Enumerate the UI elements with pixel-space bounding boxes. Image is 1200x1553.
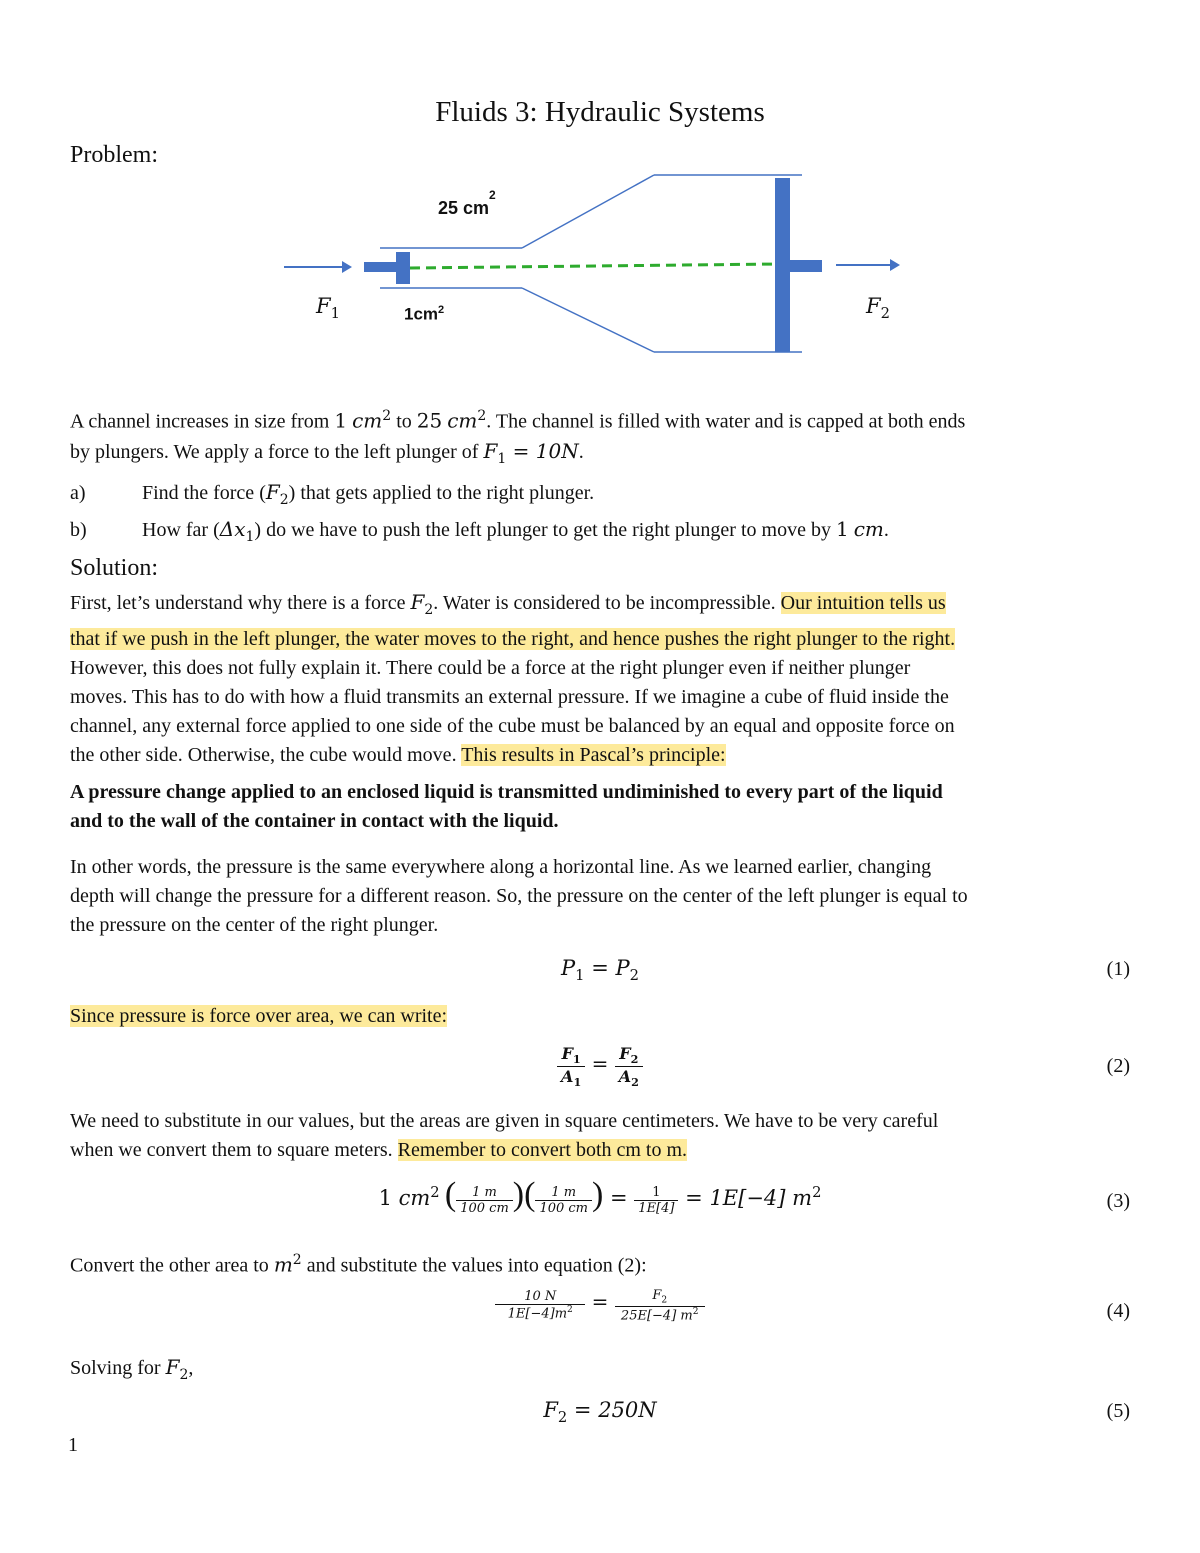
problem-line-2: by plungers. We apply a force to the left plunger of $F_1 = 10N$. — [70, 438, 584, 467]
left-area-label: $1cm^2$ — [404, 304, 445, 324]
equation-4-number: (4) — [1106, 1300, 1130, 1322]
f2-arrow-head — [890, 259, 900, 271]
equation-3-number: (3) — [1106, 1190, 1130, 1212]
problem-statement — [70, 402, 1140, 474]
highlight-convert: Remember to convert both cm to m. — [397, 1139, 688, 1161]
solution-line-4: moves. This has to do with how a fluid transmits an external pressure. If we imagine a cube of fluid inside the — [70, 686, 949, 708]
other-words-paragraph — [70, 853, 1140, 940]
f1-arrow-head — [342, 261, 352, 273]
other-words-line-1: In other words, the pressure is the same everywhere along a horizontal line. As we learned earlier, changing — [70, 856, 932, 878]
substitute-line-2: when we convert them to square meters. Remember to convert both cm to m. — [70, 1139, 688, 1161]
eq3-conversion-fraction-2: $\frac{1 m}{100 cm}$ — [535, 1185, 592, 1216]
substitute-paragraph — [70, 1107, 1140, 1165]
highlight-since: Since pressure is force over area, we can write: — [70, 1005, 448, 1027]
page-number: 1 — [68, 1434, 78, 1456]
question-list — [70, 478, 1140, 552]
solving-text: Solving for $F_2$, — [70, 1355, 194, 1383]
solution-paragraph — [70, 588, 1140, 770]
other-words-line-3: the pressure on the center of the right plunger. — [70, 914, 439, 936]
solution-line-3: However, this does not fully explain it. There could be a force at the right plunger even if neither plunger — [70, 657, 911, 679]
eq4-right-fraction: $\frac{F_2}{25E[-4] m^2}$ — [615, 1288, 705, 1323]
eq2-right-fraction: $\frac{F_2}{A_2}$ — [615, 1044, 643, 1089]
convert-text: Convert the other area to $m^2$ and substitute the values into equation (2): — [70, 1252, 647, 1277]
hydraulic-diagram — [270, 160, 930, 375]
solution-heading: Solution: — [70, 555, 159, 581]
equation-5-number: (5) — [1106, 1400, 1130, 1422]
question-a: a) Find the force $(F_2)$ that gets applied to the right plunger. — [70, 480, 595, 508]
equation-2-number: (2) — [1106, 1055, 1130, 1077]
substitute-line-1: We need to substitute in our values, but the areas are given in square centimeters. We have to be very careful — [70, 1110, 939, 1132]
eq2-left-fraction: $\frac{F_1}{A_1}$ — [557, 1044, 585, 1089]
right-area-label: 25 $cm^2$ — [438, 188, 496, 218]
equation-1: $P_1 = P_2$ — [561, 956, 639, 985]
right-plunger-rod — [778, 260, 822, 272]
solution-line-1: First, let’s understand why there is a force $F_2$. Water is considered to be incompressible. Our intuition tells us — [70, 590, 946, 618]
equation-3: 1 $cm^2$ ( $\frac{1 m}{100 cm}$ )( $\frac{1 m}{100 cm}$ ) = $\frac{1}{1E[4]}$ = 1E[−4] $m^2$ — [378, 1176, 822, 1216]
f1-label: $F_1$ — [316, 294, 340, 323]
principle-line-2: and to the wall of the container in contact with the liquid. — [70, 810, 559, 832]
left-plunger-head — [396, 252, 410, 284]
problem-line-1: A channel increases in size from 1 $cm^2$ to 25 $cm^2$. The channel is filled with water and is capped at both ends — [70, 408, 966, 433]
equation-5: $F_2 = 250N$ — [543, 1398, 657, 1427]
f2-label: $F_2$ — [866, 294, 890, 323]
solution-line-2 — [70, 625, 1140, 654]
equation-2: $\frac{F_1}{A_1}$ = $\frac{F_2}{A_2}$ — [0, 1044, 1200, 1089]
principle-line-1: A pressure change applied to an enclosed liquid is transmitted undiminished to every part of the liquid — [70, 781, 943, 803]
highlight-intuition-1: Our intuition tells us — [780, 592, 946, 614]
equation-4: $\frac{10 N}{1E[-4]m^2}$ = $\frac{F_2}{25E[-4] m^2}$ — [0, 1288, 1200, 1323]
pascal-principle — [70, 778, 1140, 836]
highlight-intuition-2: that if we push in the left plunger, the water moves to the right, and hence pushes the right plunger to the right. — [70, 628, 956, 650]
channel-top-taper — [522, 175, 654, 248]
page-title: Fluids 3: Hydraulic Systems — [435, 96, 765, 128]
since-text — [70, 1002, 447, 1031]
highlight-pascal: This results in Pascal’s principle: — [461, 744, 726, 766]
equation-1-number: (1) — [1106, 958, 1130, 980]
eq3-conversion-fraction-1: $\frac{1 m}{100 cm}$ — [456, 1185, 513, 1216]
problem-heading: Problem: — [70, 142, 158, 168]
channel-bottom-taper — [522, 288, 654, 352]
solution-line-6: the other side. Otherwise, the cube would move. This results in Pascal’s principle: — [70, 744, 726, 766]
question-b: b) How far $(\Delta x_1)$ do we have to push the left plunger to get the right plunger to move by 1 cm. — [70, 517, 889, 545]
eq4-left-fraction: $\frac{10 N}{1E[-4]m^2}$ — [495, 1289, 585, 1321]
solution-line-5: channel, any external force applied to one side of the cube must be balanced by an equal and opposite force on — [70, 715, 955, 737]
center-dashed-line — [410, 264, 778, 268]
other-words-line-2: depth will change the pressure for a different reason. So, the pressure on the center of the left plunger is equal to — [70, 885, 968, 907]
eq3-reciprocal-fraction: $\frac{1}{1E[4]}$ — [634, 1185, 678, 1216]
